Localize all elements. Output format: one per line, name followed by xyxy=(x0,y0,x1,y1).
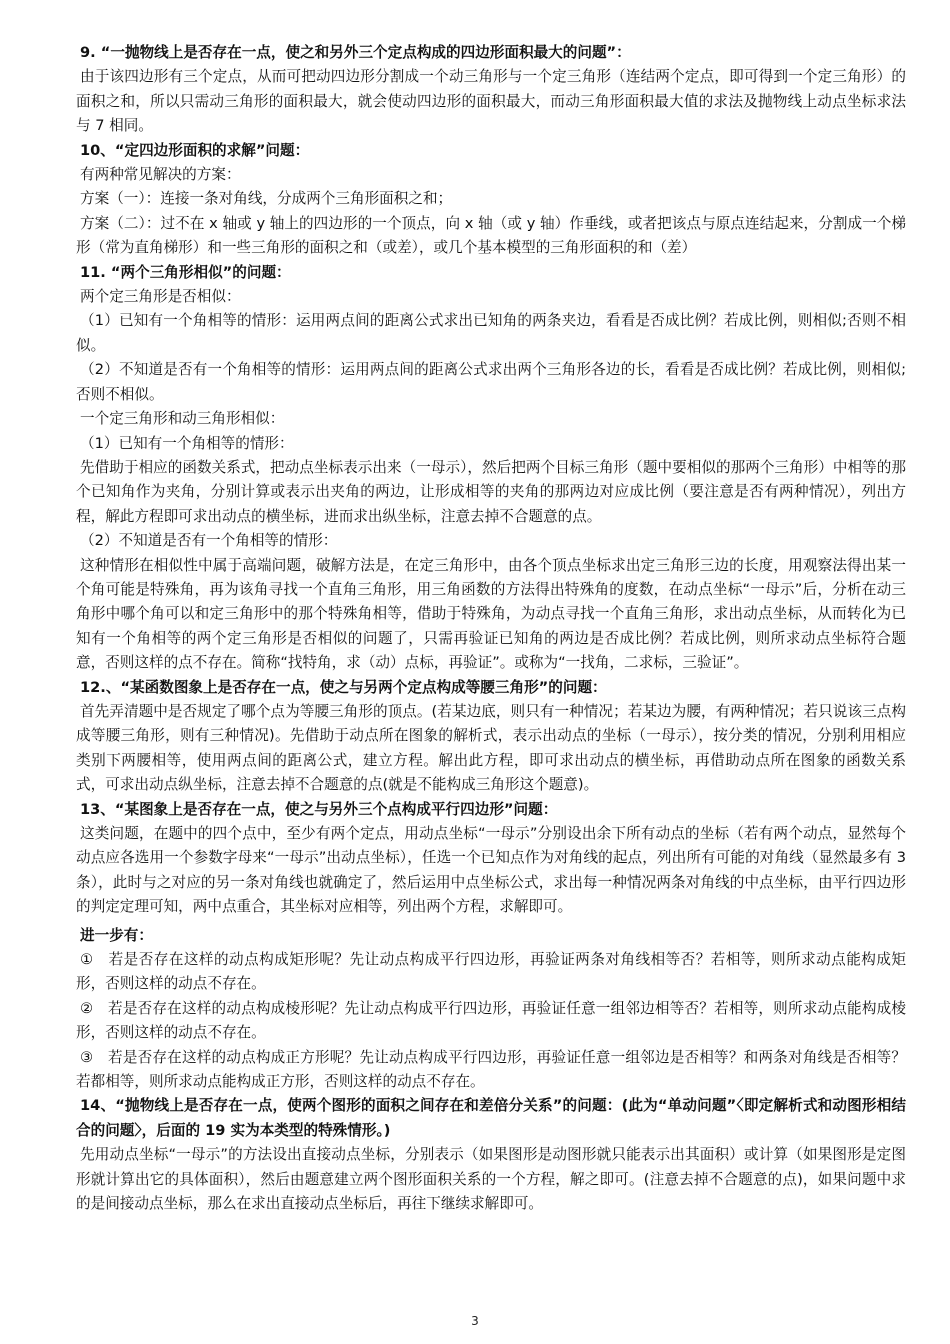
section-12-heading: 12.、“某函数图象上是否存在一点，使之与另两个定点构成等腰三角形”的问题： xyxy=(80,678,607,696)
section-11-fixed-title: 两个定三角形是否相似： xyxy=(80,288,241,306)
section-13-item-square: ③ 若是否存在这样的动点构成正方形呢？先让动点构成平行四边形，再验证任意一组邻边是否相等？和两条对角线是否相等？若都相等，则所求动点能构成正方形，否则这样的动点不存在。 xyxy=(76,1048,906,1091)
section-11-mixed-title: 一个定三角形和动三角形相似： xyxy=(80,410,285,428)
section-13-further-title: 进一步有： xyxy=(80,926,153,944)
section-12-body: 首先弄清题中是否规定了哪个点为等腰三角形的顶点。(若某边底，则只有一种情况；若某边为腰，有两种情况；若只说该三点构成等腰三角形，则有三种情况)。先借助于动点所在图象的解析式，表示出动点的坐标（一母示），按分类的情况，分别利用相应类别下两腰相等，使用两点间的距离公式，建立方程。解出此方程，即可求出动点的横坐标，再借助动点所在图象的函数关系式，可求出动点纵坐标，注意去掉不合题意的点(就是不能构成三角形这个题意)。 xyxy=(76,702,906,794)
section-9-heading: 9. “一抛物线上是否存在一点，使之和另外三个定点构成的四边形面积最大的问题”： xyxy=(80,44,631,61)
section-11-mixed-case-1-title: （1）已知有一个角相等的情形： xyxy=(80,434,294,452)
section-10-intro: 有两种常见解决的方案： xyxy=(80,166,241,184)
section-13-item-rectangle: ① 若是否存在这样的动点构成矩形呢？先让动点构成平行四边形，再验证两条对角线相等否？若相等，则所求动点能构成矩形，否则这样的动点不存在。 xyxy=(76,951,906,993)
section-13-item-rhombus: ② 若是否存在这样的动点构成棱形呢？先让动点构成平行四边形，再验证任意一组邻边相等否？若相等，则所求动点能构成棱形，否则这样的动点不存在。 xyxy=(76,999,906,1042)
section-13-body: 这类问题，在题中的四个点中，至少有两个定点，用动点坐标“一母示”分别设出余下所有动点的坐标（若有两个动点，显然每个动点应各选用一个参数字母来“一母示”出动点坐标），任选一个已知点作为对角线的起点，列出所有可能的对角线（显然最多有 3 条），此时与之对应的另一条对角线也就确定了，然后运用中点坐标公式，求出每一种情况两条对角线的中点坐标，由平行四边形的判定定理可知，两中点重合，其坐标对应相等，列出两个方程，求解即可。 xyxy=(76,825,906,916)
section-11-mixed-case-2-body: 这种情形在相似性中属于高端问题，破解方法是，在定三角形中，由各个顶点坐标求出定三角形三边的长度，用观察法得出某一个角可能是特殊角，再为该角寻找一个直角三角形，用三角函数的方法得出特殊角的度数，在动点坐标“一母示”后，分析在动三角形中哪个角可以和定三角形中的那个特殊角相等，借助于特殊角，为动点寻找一个直角三角形，求出动点坐标，从而转化为已知有一个角相等的两个定三角形是否相似的问题了，只需再验证已知角的两边是否成比例？若成比例，则所求动点坐标符合题意，否则这样的点不存在。简称“找特角，求（动）点标，再验证”。或称为“一找角，二求标，三验证”。 xyxy=(76,556,906,672)
section-14-body: 先用动点坐标“一母示”的方法设出直接动点坐标，分别表示（如果图形是动图形就只能表示出其面积）或计算（如果图形是定图形就计算出它的具体面积），然后由题意建立两个图形面积关系的一个方程，解之即可。(注意去掉不合题意的点)，如果问题中求的是间接动点坐标，那么在求出直接动点坐标后，再往下继续求解即可。 xyxy=(76,1146,906,1213)
section-10-plan-2: 方案（二）：过不在 x 轴或 y 轴上的四边形的一个顶点，向 x 轴（或 y 轴）作垂线，或者把该点与原点连结起来，分割成一个梯形（常为直角梯形）和一些三角形的面积之和（或差），或几个基本模型的三角形面积的和（差） xyxy=(76,214,906,257)
section-10-plan-1: 方案（一）：连接一条对角线，分成两个三角形面积之和； xyxy=(80,190,453,208)
section-11-fixed-case-2: （2）不知道是否有一个角相等的情形：运用两点间的距离公式求出两个三角形各边的长，看看是否成比例？若成比例，则相似;否则不相似。 xyxy=(76,361,906,403)
section-11-heading: 11. “两个三角形相似”的问题： xyxy=(80,263,291,281)
section-14-heading: 14、“抛物线上是否存在一点，使两个图形的面积之间存在和差倍分关系”的问题：(此为“单动问题”〈即定解析式和动图形相结合的问题〉，后面的 19 实为本类型的特殊情形。) xyxy=(76,1097,906,1139)
section-11-fixed-case-1: （1）已知有一个角相等的情形：运用两点间的距离公式求出已知角的两条夹边，看看是否成比例？若成比例，则相似;否则不相似。 xyxy=(76,312,906,354)
section-13-heading: 13、“某图象上是否存在一点，使之与另外三个点构成平行四边形”问题： xyxy=(80,800,558,818)
section-9-body: 由于该四边形有三个定点，从而可把动四边形分割成一个动三角形与一个定三角形（连结两个定点，即可得到一个定三角形）的面积之和，所以只需动三角形的面积最大，就会使动四边形的面积最大，而动三角形面积最大值的求法及抛物线上动点坐标求法与 7 相同。 xyxy=(76,68,906,135)
section-10-heading: 10、“定四边形面积的求解”问题： xyxy=(80,141,310,159)
document-body xyxy=(76,41,906,1217)
section-11-mixed-case-2-title: （2）不知道是否有一个角相等的情形： xyxy=(80,532,338,550)
page-number: 3 xyxy=(471,1314,479,1328)
section-11-mixed-case-1-body: 先借助于相应的函数关系式，把动点坐标表示出来（一母示），然后把两个目标三角形（题中要相似的那两个三角形）中相等的那个已知角作为夹角，分别计算或表示出夹角的两边，让形成相等的夹角的那两边对应成比例（要注意是否有两种情况），列出方程，解此方程即可求出动点的横坐标，进而求出纵坐标，注意去掉不合题意的点。 xyxy=(76,458,906,525)
